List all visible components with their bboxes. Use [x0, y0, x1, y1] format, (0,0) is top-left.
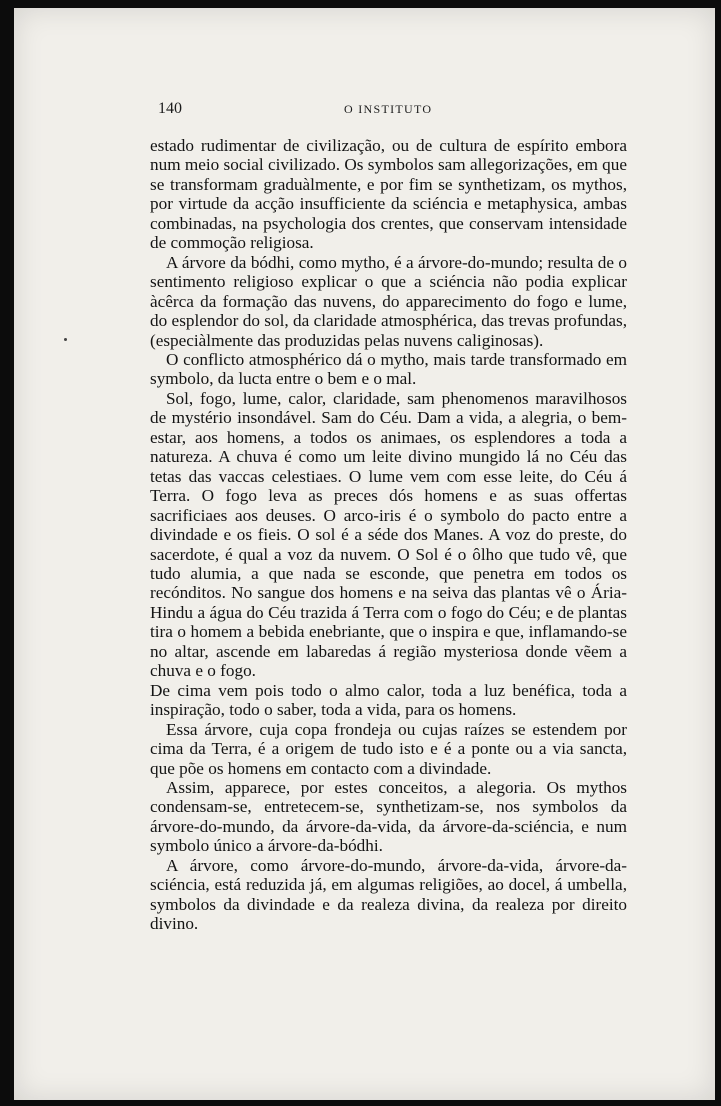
paragraph-6: Essa árvore, cuja copa frondeja ou cujas raízes se estendem por cima da Terra, é a origem de tudo isto e é a ponte ou a via sancta, que põe os homens em contacto com a divindade. [150, 719, 627, 778]
paragraph-5: De cima vem pois todo o almo calor, toda a luz benéfica, toda a inspiração, todo o saber, toda a vida, para os homens. [150, 680, 627, 720]
paragraph-7: Assim, apparece, por estes conceitos, a alegoria. Os mythos condensam-se, entretecem-se, synthetizam-se, nos symbolos da árvore-do-mundo, da árvore-da-vida, da árvore-da-sciéncia, e num symbolo único a árvore-da-bódhi. [150, 777, 627, 856]
page-number: 140 [158, 100, 182, 117]
paragraph-3: O conflicto atmosphérico dá o mytho, mais tarde transformado em symbolo, da lucta entre o bem e o mal. [150, 349, 627, 389]
book-page [14, 8, 715, 1100]
body-text [150, 136, 627, 934]
running-title: O INSTITUTO [344, 102, 433, 116]
paragraph-2: A árvore da bódhi, como mytho, é a árvore-do-mundo; resulta de o sentimento religioso explicar o que a sciéncia não podia explicar àcêrca da formação das nuvens, do apparecimento do fogo e lume, do esplendor do sol, da claridade atmosphérica, das trevas profundas, (especiàlmente das produzidas pelas nuvens caliginosas). [150, 252, 627, 350]
paragraph-4: Sol, fogo, lume, calor, claridade, sam phenomenos maravilhosos de mystério insondável. Sam do Céu. Dam a vida, a alegria, o bem-estar, aos homens, a todos os animaes, os esplendores a toda a natureza. A chuva é como um leite divino mungido lá no Céu das tetas das vaccas celestiaes. O lume vem com esse leite, do Céu á Terra. O fogo leva as preces dós homens e as suas offertas sacrificiaes aos deuses. O arco-iris é o symbolo do pacto entre a divindade e os fieis. O sol é a séde dos Manes. A voz do preste, do sacerdote, é qual a voz da nuvem. O Sol é o ôlho que tudo vê, que tudo alumia, a que nada se esconde, que penetra em todos os recónditos. No sangue dos homens e na seiva das plantas vê o Ária-Hindu a água do Céu trazida á Terra com o fogo do Céu; e de plantas tira o homem a bebida enebriante, que o inspira e que, inflamando-se no altar, ascende em labaredas á região mysteriosa donde vẽem a chuva e o fogo. [150, 388, 627, 681]
page-header [158, 100, 578, 122]
paragraph-1: estado rudimentar de civilização, ou de cultura de espírito embora num meio social civilizado. Os symbolos sam allegorizações, em que se transformam graduàlmente, e por fim se synthetizam, os mythos, por virtude da acção insufficiente da sciéncia e metaphysica, ambas combinadas, na psychologia dos crentes, que conservam intensidade de commoção religiosa. [150, 136, 627, 253]
ink-speck [64, 338, 67, 341]
paragraph-8: A árvore, como árvore-do-mundo, árvore-da-vida, árvore-da-sciéncia, está reduzida já, em algumas religiões, ao docel, á umbella, symbolos da divindade e da realeza divina, da realeza por direito divino. [150, 855, 627, 934]
